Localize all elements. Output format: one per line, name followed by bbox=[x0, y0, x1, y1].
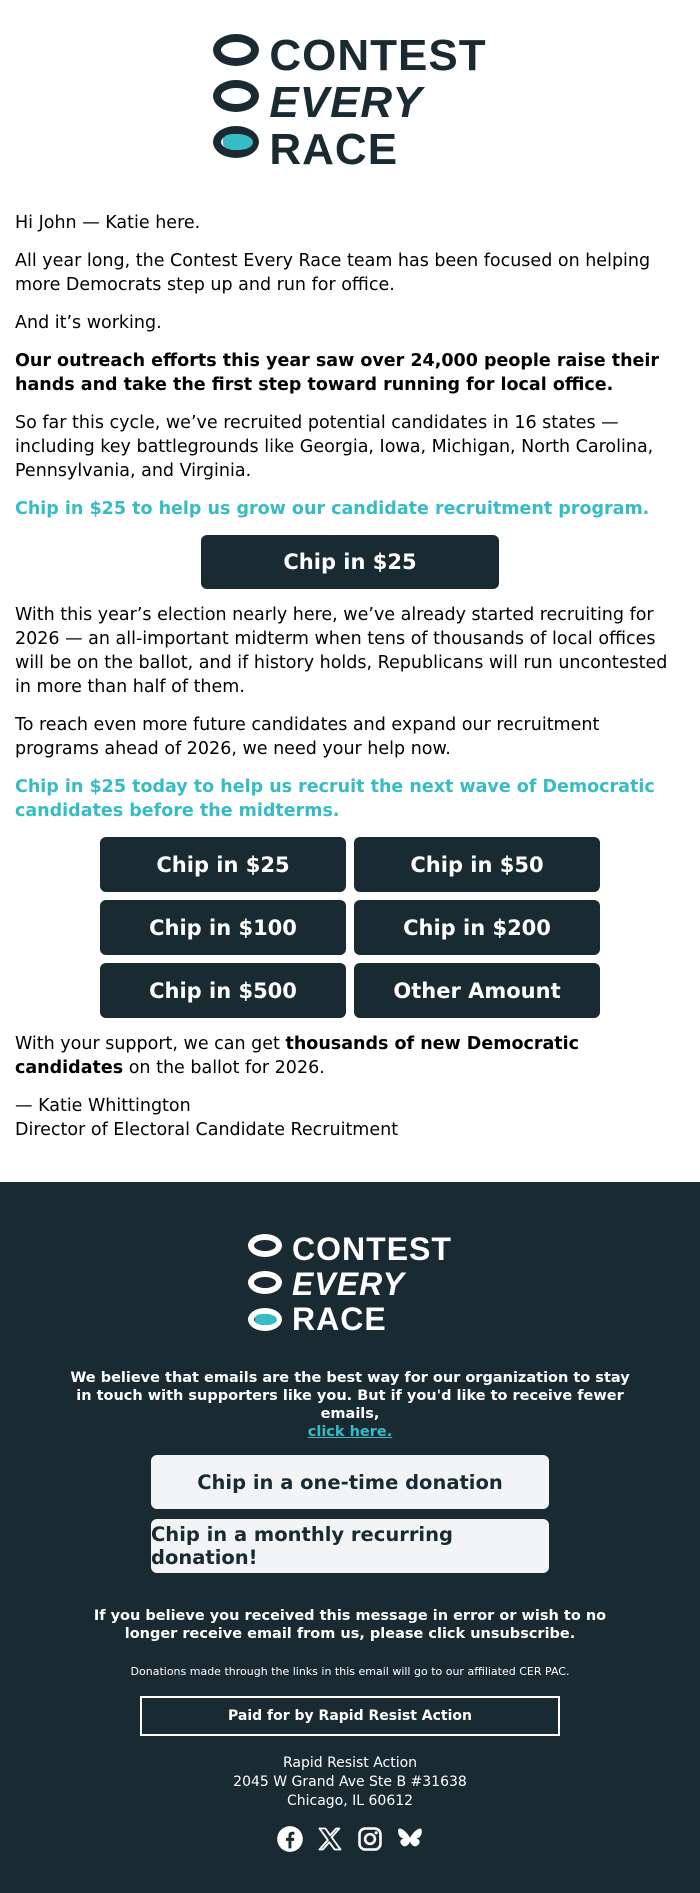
paragraph-working: And it’s working. bbox=[15, 313, 162, 333]
footer-donation-buttons bbox=[0, 1455, 700, 1573]
monthly-donation-button[interactable]: Chip in a monthly recurring donation! bbox=[151, 1519, 549, 1573]
fewer-emails-link[interactable]: click here. bbox=[307, 1424, 393, 1440]
donation-button-grid bbox=[100, 837, 600, 1018]
paragraph-support bbox=[15, 1032, 685, 1080]
support-text-bold: thousands of new Democratic candidates bbox=[15, 1034, 580, 1078]
footer-logo-wordmark bbox=[292, 1232, 452, 1337]
address-street: 2045 W Grand Ave Ste B #31638 bbox=[233, 1774, 467, 1790]
signature bbox=[15, 1094, 685, 1142]
logo-circle-middle bbox=[213, 80, 259, 112]
paragraph-states: So far this cycle, we’ve recruited potential candidates in 16 states — including key battlegrounds like Georgia, Iowa, Michigan, North Carolina, Pennsylvania, and Virginia. bbox=[15, 413, 654, 481]
email-body bbox=[0, 211, 700, 1142]
facebook-icon[interactable] bbox=[276, 1825, 304, 1853]
unsubscribe-text[interactable]: If you believe you received this message in error or wish to no longer receive email from us, please click unsubscribe. bbox=[93, 1608, 607, 1642]
logo-teal-brush bbox=[223, 134, 253, 150]
footer-contest-every-race-logo bbox=[248, 1232, 452, 1337]
signature-name: — Katie Whittington bbox=[15, 1096, 191, 1116]
paragraph-outreach: Our outreach efforts this year saw over 24,000 people raise their hands and take the first step toward running for local office. bbox=[15, 351, 660, 395]
donate-other-button[interactable]: Other Amount bbox=[354, 963, 600, 1018]
x-icon[interactable] bbox=[316, 1825, 344, 1853]
donate-200-button[interactable]: Chip in $200 bbox=[354, 900, 600, 955]
paragraph-2026: With this year’s election nearly here, we’ve already started recruiting for 2026 — an all-important midterm when tens of thousands of local offices will be on the ballot, and if history holds, Republicans will run uncontested in more than half of them. bbox=[15, 605, 668, 697]
footer-logo-word-contest: CONTEST bbox=[292, 1231, 452, 1267]
cta-link-recruit[interactable]: Chip in $25 today to help us recruit the next wave of Democratic candidates before the midterms. bbox=[15, 777, 655, 821]
instagram-icon[interactable] bbox=[356, 1825, 384, 1853]
logo-word-race: RACE bbox=[269, 125, 399, 174]
fewer-emails-message: We believe that emails are the best way for our organization to stay in touch with supporters like you. But if you'd like to receive fewer emails, bbox=[70, 1370, 630, 1422]
footer-logo-circle-top bbox=[248, 1234, 282, 1257]
greeting: Hi John — Katie here. bbox=[15, 213, 201, 233]
logo-word-every: EVERY bbox=[269, 78, 423, 127]
header-logo bbox=[0, 0, 700, 211]
signature-title: Director of Electoral Candidate Recruitment bbox=[15, 1120, 399, 1140]
donate-50-button[interactable]: Chip in $50 bbox=[354, 837, 600, 892]
logo-circle-top bbox=[213, 34, 259, 66]
support-text-post: on the ballot for 2026. bbox=[123, 1058, 325, 1078]
footer-logo bbox=[0, 1232, 700, 1369]
donation-note: Donations made through the links in this email will go to our affiliated CER PAC. bbox=[130, 1665, 570, 1678]
address-city: Chicago, IL 60612 bbox=[286, 1793, 414, 1809]
email-footer bbox=[0, 1182, 700, 1893]
support-text-pre: With your support, we can get bbox=[15, 1034, 286, 1054]
bluesky-icon[interactable] bbox=[396, 1825, 424, 1853]
fewer-emails-text bbox=[70, 1369, 630, 1441]
footer-logo-circle-middle bbox=[248, 1271, 282, 1294]
address-org: Rapid Resist Action bbox=[282, 1755, 418, 1771]
donate-500-button[interactable]: Chip in $500 bbox=[100, 963, 346, 1018]
paragraph-help: To reach even more future candidates and expand our recruitment programs ahead of 2026, we need your help now. bbox=[15, 715, 600, 759]
logo-circle-bottom bbox=[213, 126, 259, 158]
social-links bbox=[0, 1825, 700, 1853]
footer-logo-word-every: EVERY bbox=[292, 1266, 405, 1302]
mailing-address bbox=[0, 1754, 700, 1811]
footer-logo-circles bbox=[248, 1232, 282, 1331]
donate-25-button[interactable]: Chip in $25 bbox=[100, 837, 346, 892]
footer-logo-word-race: RACE bbox=[292, 1301, 387, 1337]
paragraph-intro: All year long, the Contest Every Race team has been focused on helping more Democrats step up and run for office. bbox=[15, 251, 651, 295]
donate-100-button[interactable]: Chip in $100 bbox=[100, 900, 346, 955]
cta-link-grow[interactable]: Chip in $25 to help us grow our candidate recruitment program. bbox=[15, 499, 650, 519]
footer-logo-teal-brush bbox=[255, 1314, 277, 1325]
contest-every-race-logo bbox=[213, 32, 486, 173]
logo-wordmark bbox=[269, 32, 486, 173]
footer-logo-circle-bottom bbox=[248, 1308, 282, 1331]
logo-circles bbox=[213, 32, 259, 158]
one-time-donation-button[interactable]: Chip in a one-time donation bbox=[151, 1455, 549, 1509]
paid-for-box: Paid for by Rapid Resist Action bbox=[140, 1696, 560, 1736]
chip-in-25-button[interactable]: Chip in $25 bbox=[201, 535, 499, 589]
logo-word-contest: CONTEST bbox=[269, 31, 487, 80]
